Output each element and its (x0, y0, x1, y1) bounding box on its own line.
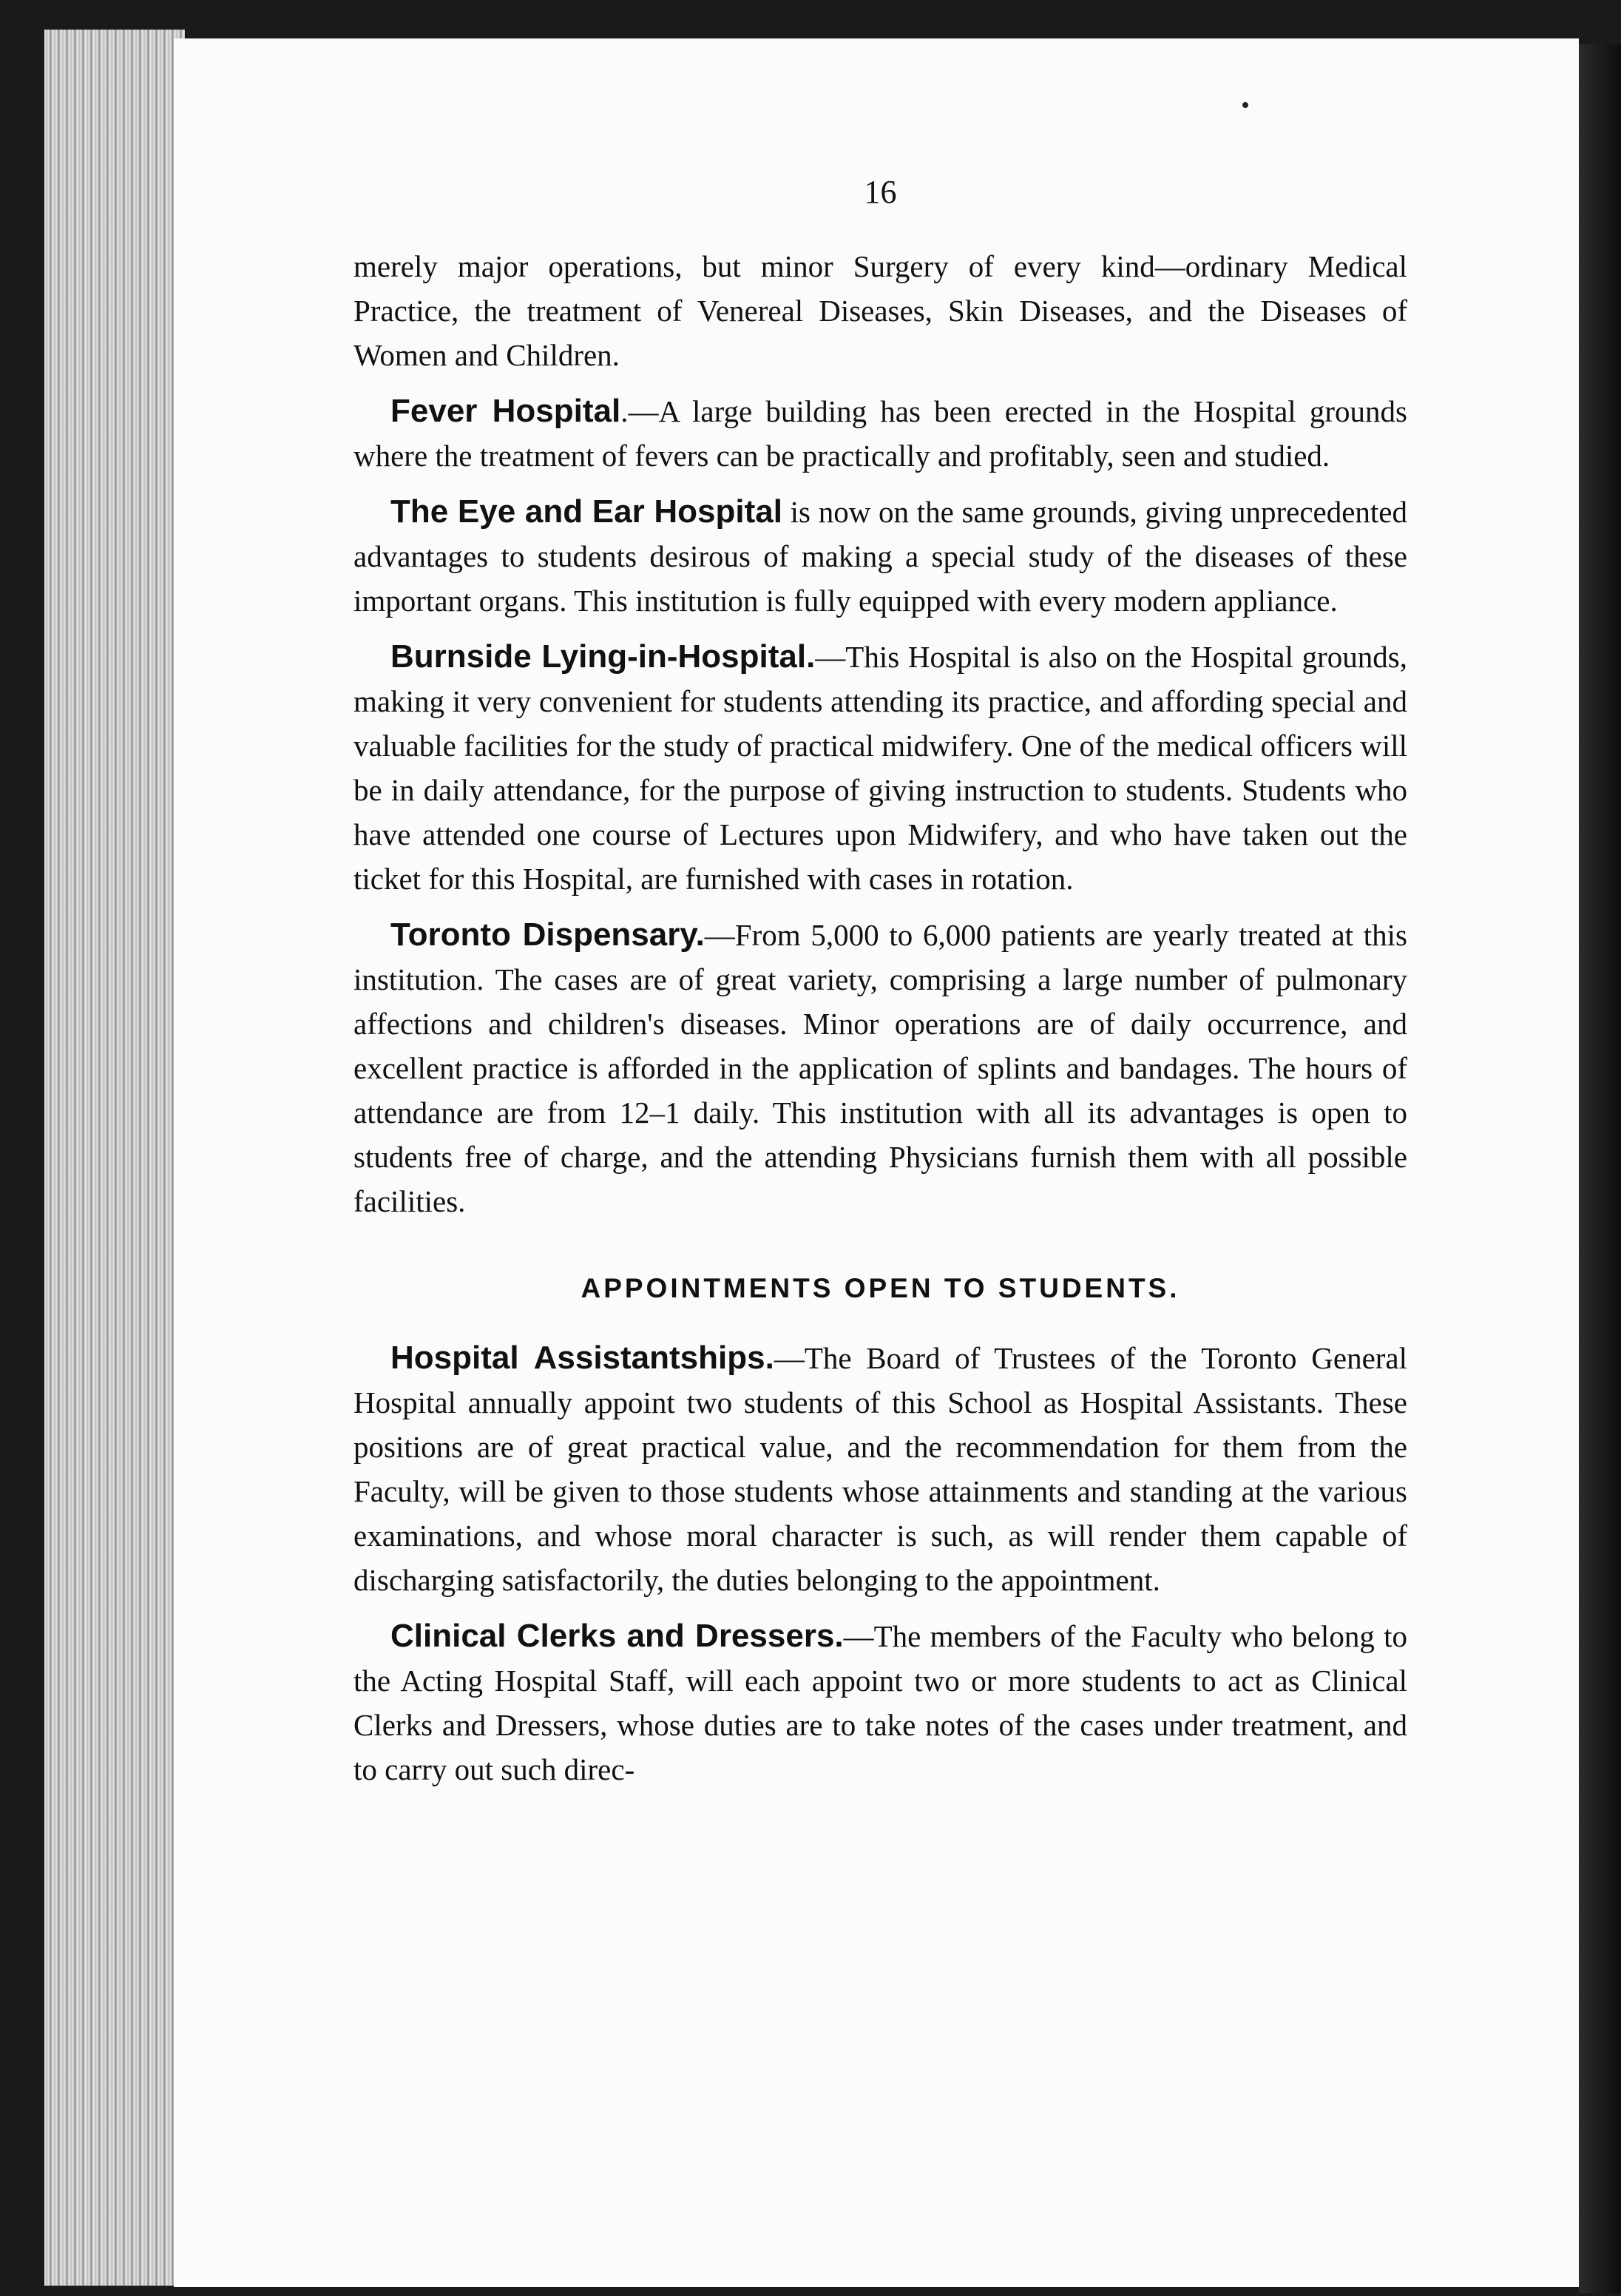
entry-text: —From 5,000 to 6,000 patients are yearly treated at this institution. The cases are of great variety, comprising a large number of pulmonary affections and children's diseases. Minor operations are of daily occurrence, and excellent practice is afforded in the application of splints and bandages. The hours of attendance are from 12–1 daily. This institution with all its advantages is open to students free of charge, and the attending Physicians furnish them with all possible facilities. (353, 918, 1407, 1218)
book-spine-shadow (1579, 44, 1621, 2293)
entry-text: —The Board of Trustees of the Toronto General Hospital annually appoint two students of this School as Hospital Assistants. These positions are of great practical value, and the recommendation for them from the Faculty, will be given to those students whose attainments and standing at the various examinations, and whose moral character is such, as will render them capable of discharging satisfactorily, the duties belonging to the appointment. (353, 1341, 1408, 1597)
entry-heading: Burnside Lying-in-Hospital. (390, 638, 816, 675)
entry-text: .—A large building has been erected in the Hospital grounds where the treatment of fevers can be practically and profitably, seen and studied. (353, 394, 1407, 473)
entry-heading: Toronto Dispensary. (390, 916, 705, 953)
page-edges (44, 30, 185, 2286)
entry-heading: Clinical Clerks and Dressers. (390, 1618, 844, 1654)
entry-fever-hospital (353, 389, 1407, 478)
entry-toronto-dispensary (353, 913, 1407, 1223)
intro-paragraph: merely major operations, but minor Surgery of every kind—ordinary Medical Practice, the treatment of Venereal Diseases, Skin Diseases, and the Diseases of Women and Children. (353, 249, 1407, 372)
entry-burnside-hospital (353, 635, 1407, 901)
entry-text: —The members of the Faculty who belong to the Acting Hospital Staff, will each appoint two or more students to act as Clinical Clerks and Dressers, whose duties are to take notes of the cases under treatment, and to carry out such direc- (353, 1619, 1407, 1786)
entry-text: —This Hospital is also on the Hospital grounds, making it very convenient for students attending its practice, and affording special and valuable facilities for the study of practical midwifery. One of the medical officers will be in daily attendance, for the purpose of giving instruction to students. Students who have attended one course of Lectures upon Midwifery, and who have taken out the ticket for this Hospital, are furnished with cases in rotation. (353, 640, 1407, 896)
section-title: APPOINTMENTS OPEN TO STUDENTS. (581, 1273, 1180, 1303)
entry-heading: Hospital Assistantships. (390, 1340, 774, 1376)
entry-heading: Fever Hospital (390, 393, 621, 429)
ink-speck (1242, 102, 1248, 108)
page-number: 16 (864, 174, 897, 210)
entry-text: is now on the same grounds, giving unprecedented advantages to students desirous of making a special study of the diseases of these important organs. This institution is fully equipped with every modern appliance. (353, 495, 1407, 618)
entry-hospital-assistantships (353, 1336, 1407, 1602)
entry-eye-ear-hospital (353, 490, 1407, 623)
page-content (353, 170, 1407, 1803)
entry-clinical-clerks (353, 1614, 1407, 1792)
entry-heading: The Eye and Ear Hospital (390, 493, 782, 530)
